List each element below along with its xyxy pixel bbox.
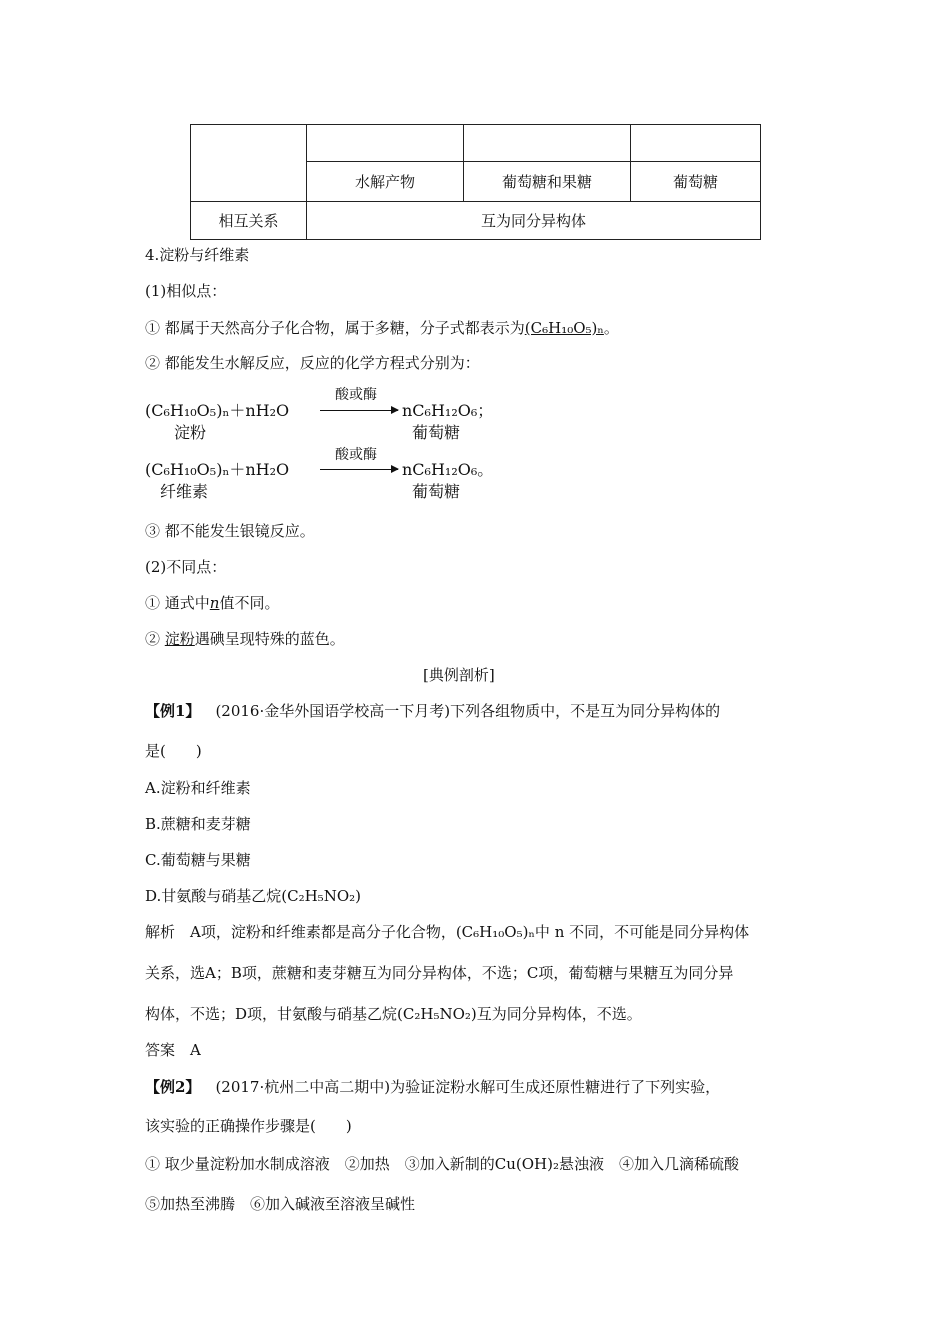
- option-b: B.蔗糖和麦芽糖: [145, 815, 251, 833]
- subheading: (1)相似点：: [145, 282, 227, 300]
- catalyst-label: 酸或酶: [335, 387, 377, 403]
- text: (2016·金华外国语学校高一下月考)下列各组物质中，不是互为同分异构体的: [215, 702, 721, 720]
- equation-left: (C₆H₁₀O₅)ₙ＋nH₂O: [145, 401, 290, 420]
- example-tag: 【例2】: [145, 1078, 201, 1096]
- product-name: 葡萄糖: [412, 482, 461, 501]
- option-d: D.甘氨酸与硝基乙烷(C₂H₅NO₂): [145, 887, 361, 905]
- table-cell: 水解产物: [307, 162, 464, 202]
- table-cell: [631, 125, 761, 162]
- option-c: C.葡萄糖与果糖: [145, 851, 251, 869]
- equation-left: (C₆H₁₀O₅)ₙ＋nH₂O: [145, 460, 290, 479]
- paragraph: 是( ): [145, 742, 202, 760]
- analysis-line: 关系，选A；B项，蔗糖和麦芽糖互为同分异构体，不选；C项，葡萄糖与果糖互为同分异: [145, 964, 734, 982]
- example-1-stem: [145, 700, 720, 721]
- table-cell: [191, 125, 307, 202]
- text: (2017·杭州二中高二期中)为验证淀粉水解可生成还原性糖进行了下列实验，: [215, 1078, 721, 1096]
- text: ① 通式中: [145, 594, 210, 612]
- text: ②: [145, 630, 165, 648]
- subheading: (2)不同点：: [145, 558, 227, 576]
- text: ① 都属于天然高分子化合物，属于多糖，分子式都表示为: [145, 319, 525, 337]
- comparison-table: [190, 124, 761, 240]
- reaction-arrow: [320, 410, 398, 411]
- paragraph: ② 都能发生水解反应，反应的化学方程式分别为：: [145, 354, 480, 372]
- text: 。: [603, 319, 619, 337]
- formula: (C₆H₁₀O₅)ₙ: [524, 319, 604, 337]
- paragraph: [145, 317, 619, 338]
- table-cell: [464, 125, 631, 162]
- underlined-term: 淀粉: [164, 630, 195, 648]
- paragraph: ③ 都不能发生银镜反应。: [145, 522, 315, 540]
- example-tag: 【例1】: [145, 702, 201, 720]
- text: 遇碘呈现特殊的蓝色。: [194, 630, 345, 648]
- option-a: A.淀粉和纤维素: [145, 779, 251, 797]
- reaction-arrow: [320, 469, 398, 470]
- paragraph: 该实验的正确操作步骤是( ): [145, 1117, 352, 1135]
- example-2-stem: [145, 1076, 720, 1097]
- table-cell: [307, 125, 464, 162]
- table-cell: 相互关系: [191, 202, 307, 240]
- table-cell: 葡萄糖: [631, 162, 761, 202]
- equation-right: nC₆H₁₂O₆。: [402, 460, 494, 479]
- section-heading: 4.淀粉与纤维素: [145, 246, 250, 264]
- table-cell: 互为同分异构体: [307, 202, 761, 240]
- equation-right: nC₆H₁₂O₆；: [402, 401, 494, 420]
- operations-line: ① 取少量淀粉加水制成溶液 ②加热 ③加入新制的Cu(OH)₂悬浊液 ④加入几滴稀硫酸: [145, 1155, 740, 1173]
- reactant-name: 纤维素: [160, 482, 209, 501]
- reactant-name: 淀粉: [174, 423, 207, 442]
- table-cell: 葡萄糖和果糖: [464, 162, 631, 202]
- underlined-variable: n: [209, 594, 220, 612]
- paragraph: [145, 592, 279, 613]
- section-heading: [典例剖析]: [423, 666, 495, 684]
- analysis-line: 解析 A项，淀粉和纤维素都是高分子化合物，(C₆H₁₀O₅)ₙ中 n 不同，不可能是同分异构体: [145, 923, 750, 941]
- analysis-line: 构体，不选；D项，甘氨酸与硝基乙烷(C₂H₅NO₂)互为同分异构体，不选。: [145, 1005, 642, 1023]
- text: 值不同。: [219, 594, 280, 612]
- paragraph: [145, 628, 345, 649]
- operations-line: ⑤加热至沸腾 ⑥加入碱液至溶液呈碱性: [145, 1195, 416, 1213]
- catalyst-label: 酸或酶: [335, 447, 377, 463]
- answer: 答案 A: [145, 1041, 201, 1059]
- product-name: 葡萄糖: [412, 423, 461, 442]
